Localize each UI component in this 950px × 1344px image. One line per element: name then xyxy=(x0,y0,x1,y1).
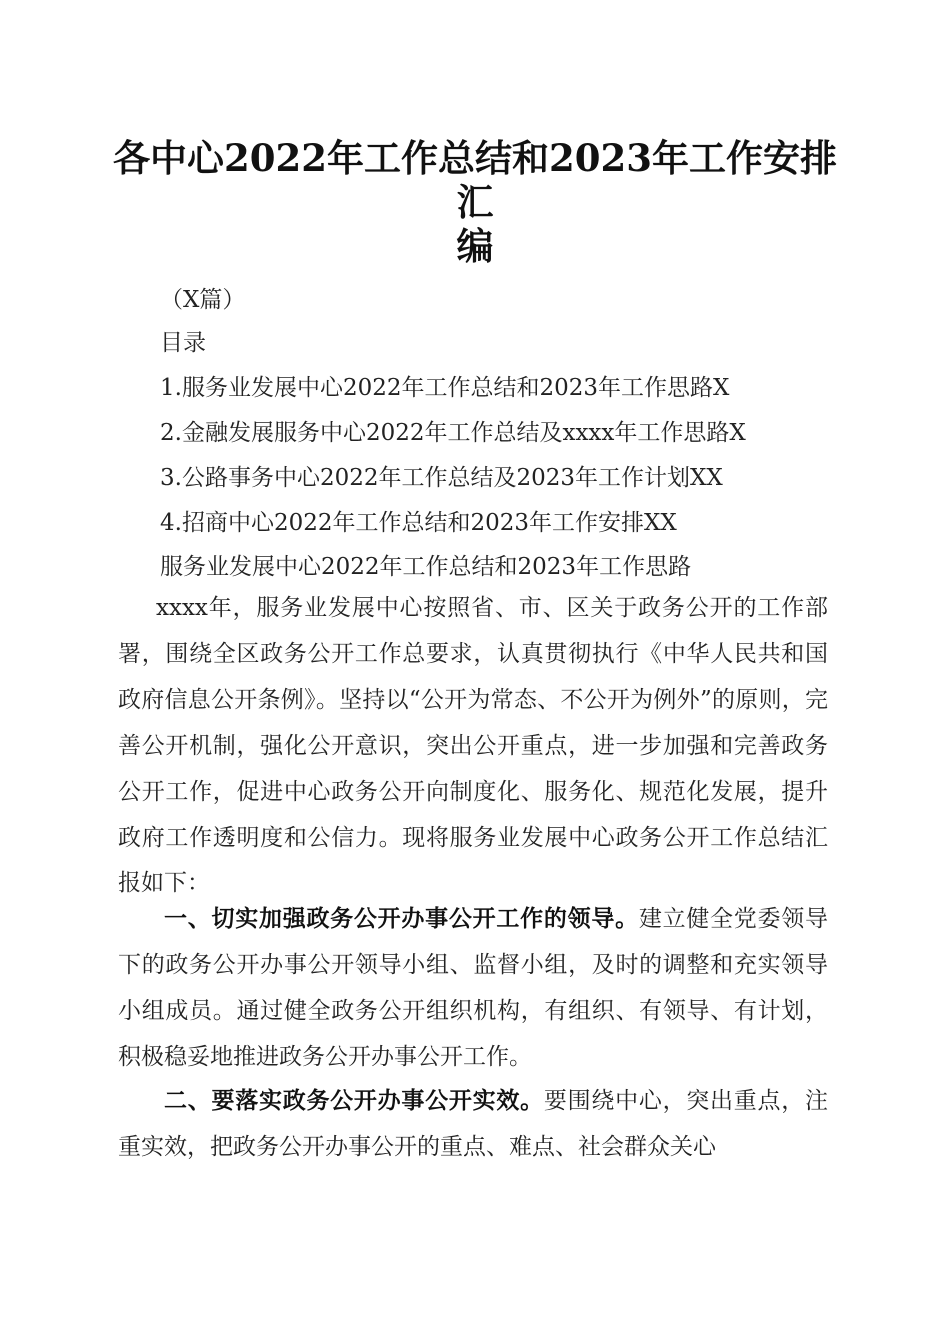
title-line-1: 各中心2022年工作总结和2023年工作安排汇 xyxy=(113,136,837,224)
count-note: （X篇） xyxy=(160,287,246,313)
toc-item: 3.公路事务中心2022年工作总结及2023年工作计划XX xyxy=(160,465,723,491)
body-paragraph-1: xxxx年，服务业发展中心按照省、市、区关于政务公开的工作部署，围绕全区政务公开工作总要求，认真贯彻执行《中华人民共和国政府信息公开条例》。坚持以“公开为常态、不公开为例外”的原则，完善公开机制，强化公开意识，突出公开重点，进一步加强和完善政务公开工作，促进中心政务公开向制度化、服务化、规范化发展，提升政府工作透明度和公信力。现将服务业发展中心政务公开工作总结汇报如下： xyxy=(118,595,828,897)
body-paragraph-2: 一、切实加强政务公开办事公开工作的领导。建立健全党委领导下的政务公开办事公开领导小组、监督小组，及时的调整和充实领导小组成员。通过健全政务公开组织机构，有组织、有领导、有计划，积极稳妥地推进政务公开办事公开工作。 xyxy=(118,906,829,1070)
body-paragraph-3: 二、要落实政务公开办事公开实效。要围绕中心，突出重点，注重实效，把政务公开办事公开的重点、难点、社会群众关心 xyxy=(118,1088,829,1160)
toc-item: 2.金融发展服务中心2022年工作总结及xxxx年工作思路X xyxy=(160,420,746,446)
section-title: 服务业发展中心2022年工作总结和2023年工作思路 xyxy=(160,554,692,580)
paragraph-lead: 二、要落实政务公开办事公开实效。 xyxy=(164,1088,544,1114)
paragraph-lead: 一、切实加强政务公开办事公开工作的领导。 xyxy=(164,906,639,932)
title-line-2: 编 xyxy=(456,224,494,268)
document-title xyxy=(100,136,850,268)
toc-heading: 目录 xyxy=(160,330,206,356)
toc-item: 4.招商中心2022年工作总结和2023年工作安排XX xyxy=(160,510,677,536)
toc-item: 1.服务业发展中心2022年工作总结和2023年工作思路X xyxy=(160,375,730,401)
